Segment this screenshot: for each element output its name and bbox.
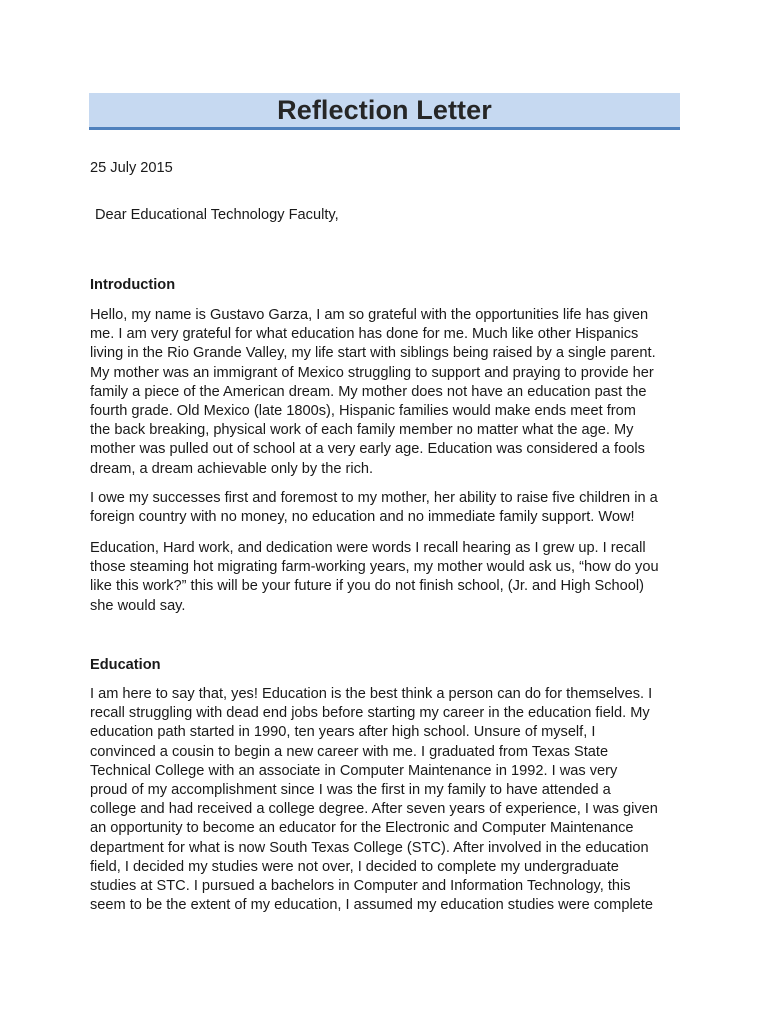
title-banner [89, 93, 680, 130]
education-paragraph-1 [90, 685, 690, 915]
introduction-heading: Introduction [90, 277, 176, 293]
paragraph-line: those steaming hot migrating farm-working years, my mother would ask us, “how do you [90, 559, 659, 576]
paragraph-line: proud of my accomplishment since I was the first in my family to have attended a [90, 782, 611, 799]
paragraph-line: studies at STC. I pursued a bachelors in Computer and Information Technology, this [90, 878, 631, 895]
letter-salutation: Dear Educational Technology Faculty, [95, 207, 339, 223]
letter-date: 25 July 2015 [90, 160, 173, 176]
paragraph-line: dream, a dream achievable only by the rich. [90, 460, 374, 477]
education-heading: Education [90, 657, 161, 673]
paragraph-line: Hello, my name is Gustavo Garza, I am so grateful with the opportunities life has given [90, 307, 649, 323]
paragraph-line: me. I am very grateful for what education has done for me. Much like other Hispanics [90, 326, 639, 343]
paragraph-line: living in the Rio Grande Valley, my life start with siblings being raised by a single parent. [90, 345, 656, 362]
paragraph-line: education path started in 1990, ten years after high school. Unsure of myself, I [90, 724, 596, 741]
paragraph-line: she would say. [90, 597, 186, 614]
document-title: Reflection Letter [277, 95, 492, 125]
paragraph-line: seem to be the extent of my education, I assumed my education studies were complete [90, 897, 653, 914]
paragraph-line: Technical College with an associate in Computer Maintenance in 1992. I was very [90, 762, 618, 779]
introduction-paragraph-3 [90, 539, 690, 616]
paragraph-line: recall struggling with dead end jobs before starting my career in the education field. My [90, 705, 650, 722]
paragraph-line: Education, Hard work, and dedication were words I recall hearing as I grew up. I recall [90, 540, 646, 556]
introduction-paragraph-2 [90, 489, 690, 527]
paragraph-line: fourth grade. Old Mexico (late 1800s), Hispanic families would make ends meet from [90, 403, 636, 420]
paragraph-line: family a piece of the American dream. My mother does not have an education past the [90, 383, 647, 400]
paragraph-line: I owe my successes first and foremost to my mother, her ability to raise five children in a [90, 490, 658, 506]
paragraph-line: an opportunity to become an educator for the Electronic and Computer Maintenance [90, 820, 634, 837]
paragraph-line: mother was pulled out of school at a very early age. Education was considered a fools [90, 441, 645, 458]
paragraph-line: college and had received a college degree. After seven years of experience, I was given [90, 801, 658, 818]
paragraph-line: I am here to say that, yes! Education is the best think a person can do for themselves. I [90, 686, 653, 702]
paragraph-line: department for what is now South Texas College (STC). After involved in the education [90, 839, 649, 856]
paragraph-line: foreign country with no money, no education and no immediate family support. Wow! [90, 509, 635, 526]
introduction-paragraph-1 [90, 306, 690, 479]
paragraph-line: field, I decided my studies were not over, I decided to complete my undergraduate [90, 858, 619, 875]
paragraph-line: My mother was an immigrant of Mexico struggling to support and praying to provide her [90, 364, 654, 381]
paragraph-line: like this work?” this will be your future if you do not finish school, (Jr. and High School) [90, 578, 645, 595]
paragraph-line: the back breaking, physical work of each family member no matter what the age. My [90, 422, 634, 439]
paragraph-line: convinced a cousin to begin a new career with me. I graduated from Texas State [90, 743, 609, 760]
